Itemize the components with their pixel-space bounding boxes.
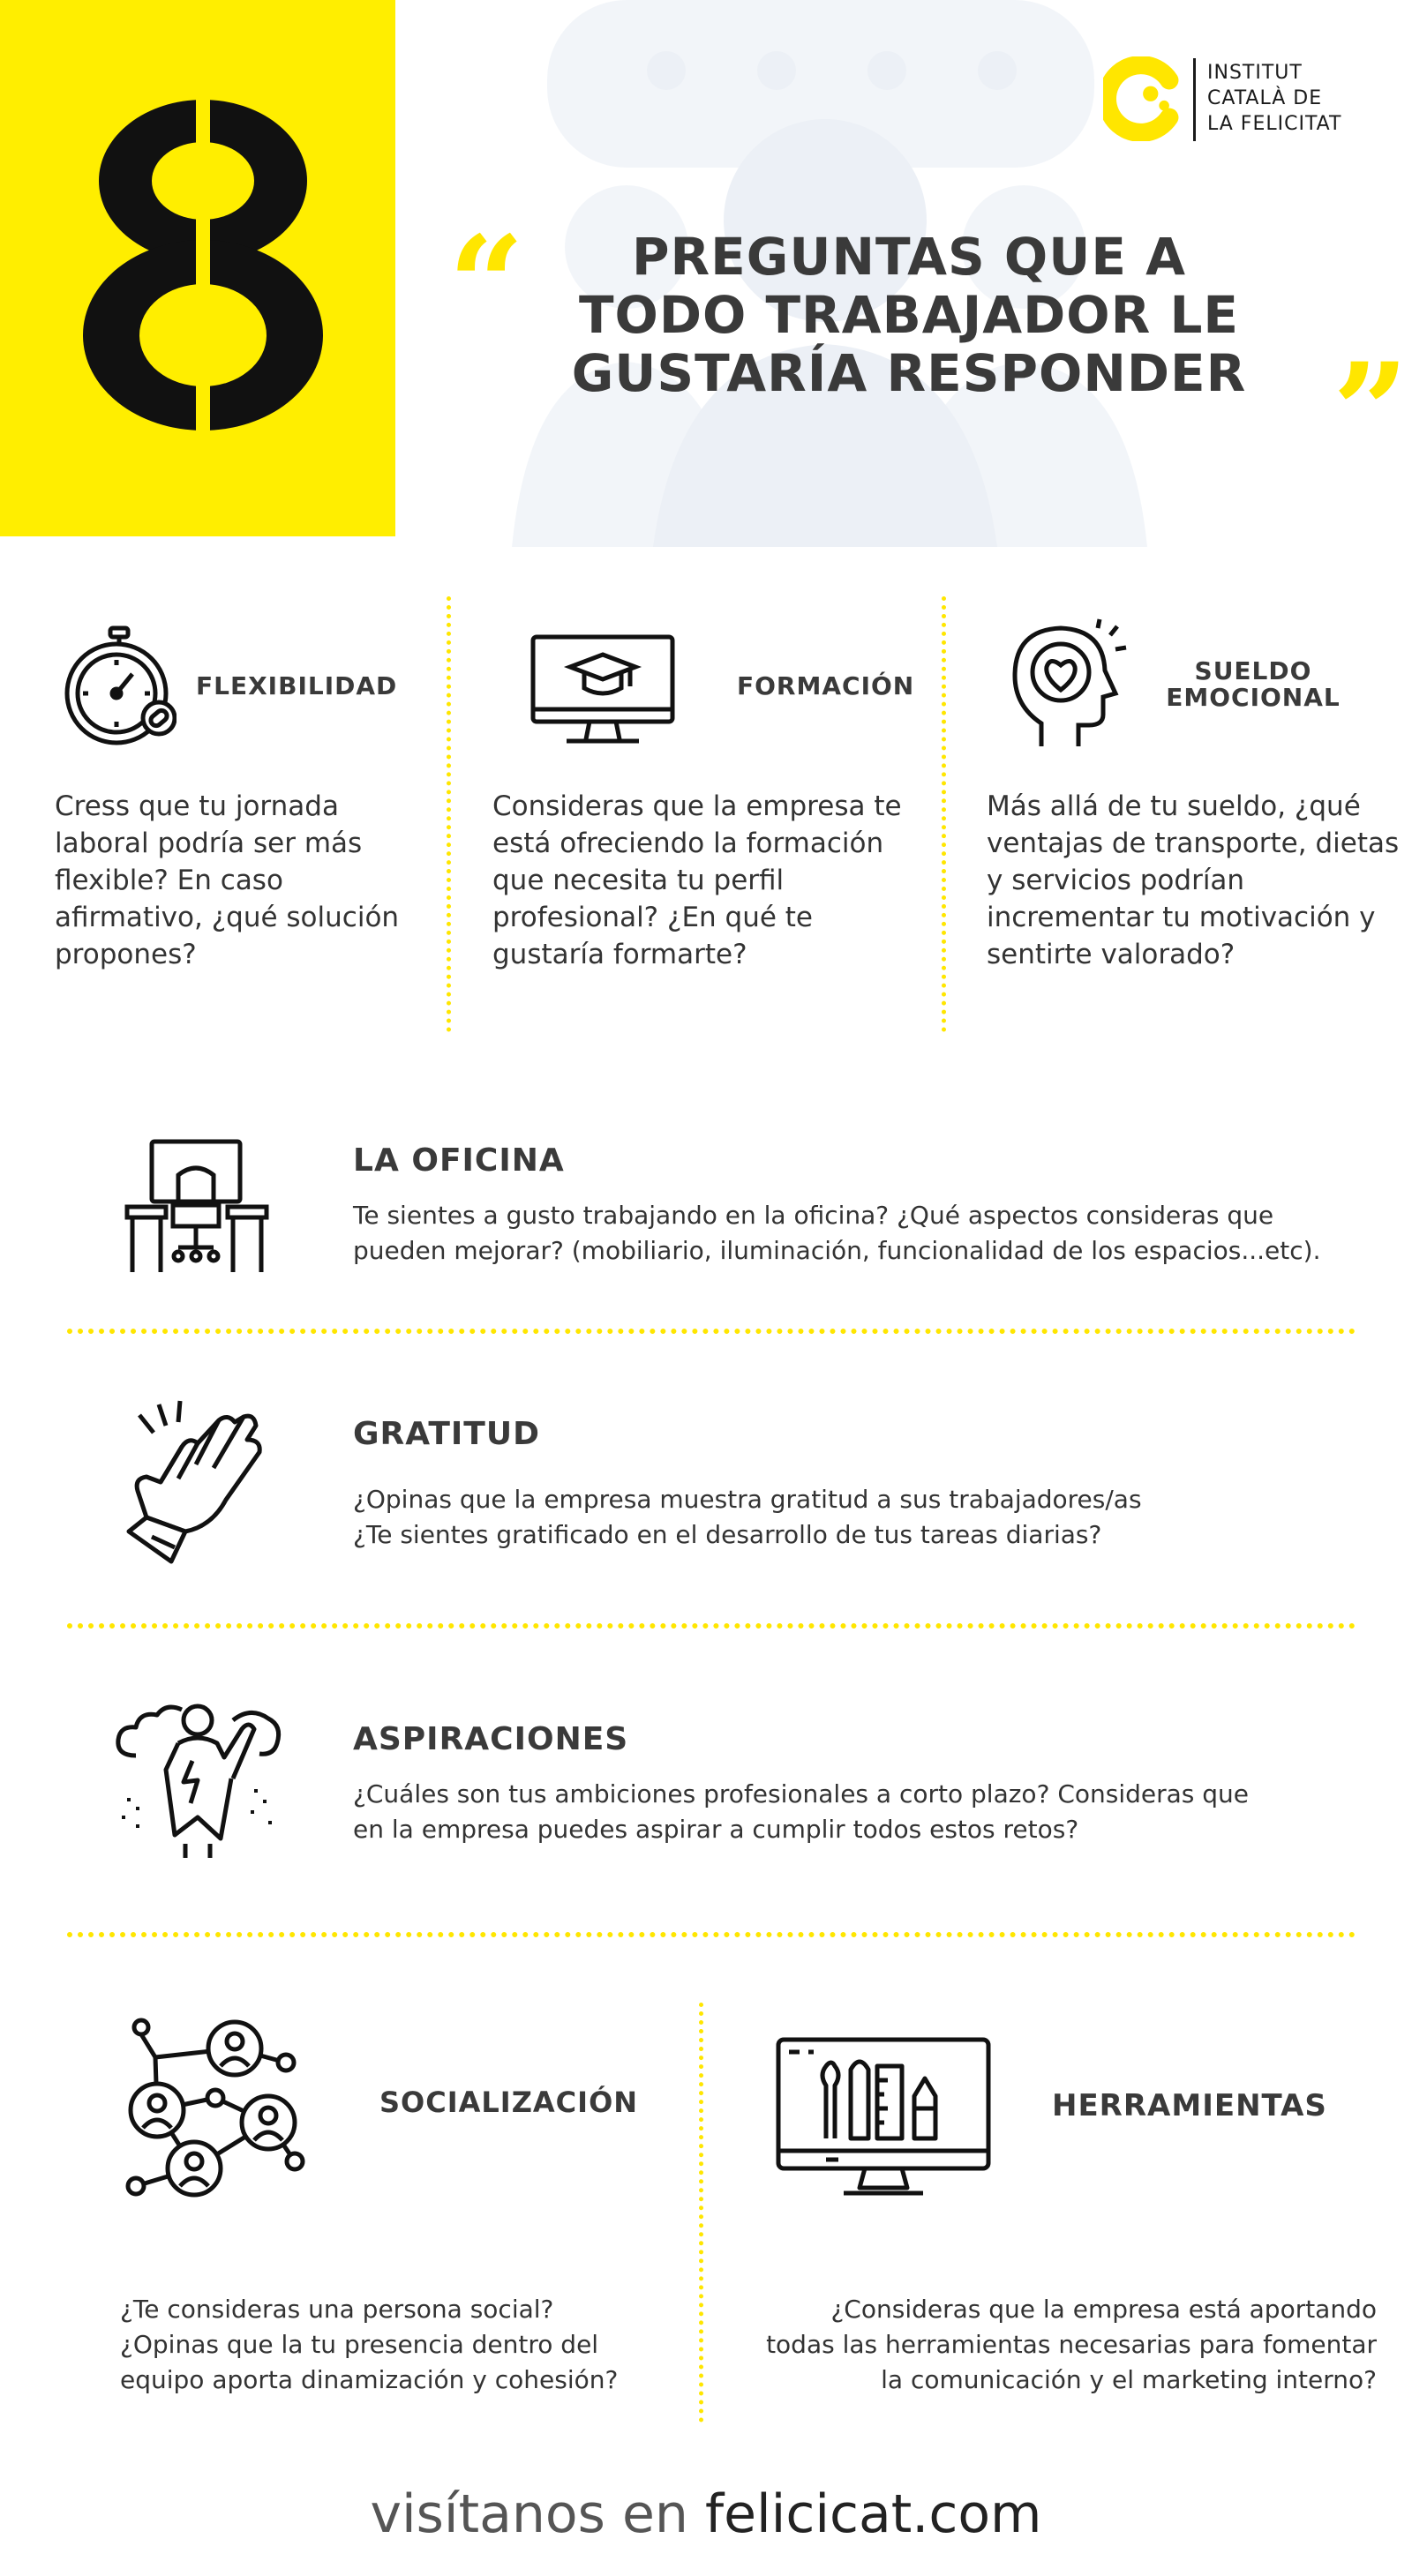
open-quote: “	[448, 207, 525, 363]
head-heart-icon	[1006, 618, 1130, 750]
logo-line: CATALÀ DE	[1207, 87, 1323, 109]
heading-line: EMOCIONAL	[1166, 683, 1341, 712]
text-line: ¿Opinas que la empresa muestra gratitud a sus trabajadores/as	[353, 1485, 1142, 1514]
text-formacion: Consideras que la empresa te está ofreciendo la formación que necesita tu perfil profesional? ¿En qué te gustaría formarte?	[492, 790, 902, 970]
heading-formacion: FORMACIÓN	[737, 671, 915, 700]
institut-logo[interactable]	[1103, 53, 1368, 150]
title-line: TODO TRABAJADOR LE	[578, 285, 1240, 345]
text-line: todas las herramientas necesarias para fomentar	[766, 2330, 1377, 2359]
column-divider	[699, 2003, 703, 2422]
title-line: PREGUNTAS QUE A	[631, 227, 1187, 287]
number-eight	[79, 97, 327, 432]
close-quote: ”	[1333, 334, 1409, 490]
logo-line: LA FELICITAT	[1207, 113, 1342, 135]
title-line: GUSTARÍA RESPONDER	[571, 343, 1247, 403]
text-line: ¿Cuáles son tus ambiciones profesionales a corto plazo? Consideras que	[353, 1779, 1250, 1808]
section-divider	[67, 1623, 1356, 1629]
text-sueldo-emocional: Más allá de tu sueldo, ¿qué ventajas de transporte, dietas y servicios podrían incrementar tu motivación y sentirte valorado?	[987, 790, 1400, 970]
text-line: ¿Consideras que la empresa está aportando	[830, 2295, 1377, 2324]
text-line: ¿Te consideras una persona social?	[120, 2295, 554, 2324]
footer-site-link[interactable]: felicicat.com	[704, 2483, 1042, 2545]
heading-aspiraciones: ASPIRACIONES	[353, 1721, 629, 1757]
heading-flexibilidad: FLEXIBILIDAD	[196, 671, 398, 700]
page-title	[494, 228, 1324, 402]
text-flexibilidad: Cress que tu jornada laboral podría ser más flexible? En caso afirmativo, ¿qué solución propones?	[55, 790, 400, 970]
text-herramientas	[724, 2292, 1377, 2398]
office-desk-icon	[124, 1136, 269, 1277]
logo-divider	[1193, 58, 1196, 141]
logo-text	[1207, 60, 1341, 137]
text-la-oficina	[353, 1198, 1403, 1269]
stopwatch-icon	[62, 623, 176, 746]
text-line: pueden mejorar? (mobiliario, iluminación, funcionalidad de los espacios...etc).	[353, 1236, 1321, 1265]
heading-socializacion: SOCIALIZACIÓN	[379, 2086, 639, 2119]
text-line: Te sientes a gusto trabajando en la oficina? ¿Qué aspectos consideras que	[353, 1201, 1274, 1230]
network-people-icon	[118, 2013, 312, 2207]
text-line: en la empresa puedes aspirar a cumplir todos estos retos?	[353, 1815, 1079, 1844]
text-socializacion	[120, 2292, 685, 2398]
heading-herramientas: HERRAMIENTAS	[1052, 2088, 1327, 2123]
heading-gratitud: GRATITUD	[353, 1416, 540, 1452]
section-divider	[67, 1932, 1356, 1937]
design-tools-monitor-icon	[773, 2034, 994, 2202]
section-divider	[67, 1329, 1356, 1334]
footer	[0, 2483, 1412, 2545]
text-aspiraciones	[353, 1777, 1403, 1847]
heading-sueldo-emocional	[1147, 658, 1359, 711]
heading-la-oficina: LA OFICINA	[353, 1142, 565, 1179]
text-line: equipo aporta dinamización y cohesión?	[120, 2365, 619, 2394]
logo-mark-icon	[1103, 56, 1188, 141]
text-gratitud	[353, 1482, 1403, 1553]
clapping-hands-icon	[120, 1394, 270, 1570]
logo-line: INSTITUT	[1207, 62, 1303, 84]
heading-line: SUELDO	[1194, 656, 1312, 685]
graduation-monitor-icon	[528, 632, 678, 746]
column-divider	[447, 596, 451, 1032]
superhero-icon	[109, 1694, 286, 1861]
text-line: ¿Te sientes gratificado en el desarrollo de tus tareas diarias?	[353, 1520, 1102, 1549]
column-divider	[942, 596, 946, 1032]
footer-prefix: visítanos en	[370, 2483, 688, 2545]
text-line: la comunicación y el marketing interno?	[881, 2365, 1377, 2394]
text-line: ¿Opinas que la tu presencia dentro del	[120, 2330, 599, 2359]
